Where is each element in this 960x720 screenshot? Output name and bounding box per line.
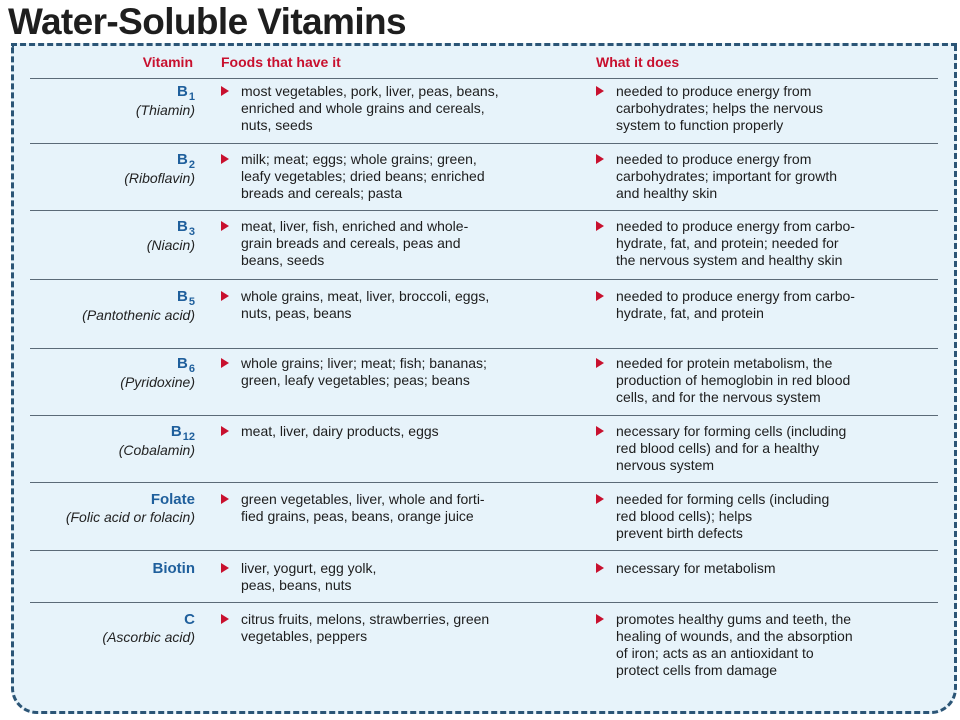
vitamin-name — [124, 151, 195, 170]
foods-cell: meat, liver, fish, enriched and whole- grain breads and cereals, peas and beans, seeds — [241, 218, 469, 268]
triangle-bullet-icon — [221, 614, 229, 624]
function-cell: needed to produce energy from carbohydrates; helps the nervous system to function properly — [616, 83, 824, 133]
vitamin-alt-name: (Niacin) — [146, 237, 195, 253]
vitamin-letter: B — [177, 218, 188, 235]
foods-cell: milk; meat; eggs; whole grains; green, leafy vegetables; dried beans; enriched breads and cereals; pasta — [241, 151, 485, 201]
foods-cell: most vegetables, pork, liver, peas, beans, enriched and whole grains and cereals, nuts, seeds — [241, 83, 499, 133]
vitamin-name — [102, 611, 195, 629]
vitamin-name — [66, 491, 195, 509]
foods-cell: green vegetables, liver, whole and forti- fied grains, peas, beans, orange juice — [241, 491, 485, 524]
function-cell: needed for forming cells (including red blood cells); helps prevent birth defects — [616, 491, 830, 541]
vitamin-name — [147, 218, 195, 237]
vitamin-alt-name: (Ascorbic acid) — [102, 629, 195, 645]
function-cell: necessary for metabolism — [616, 560, 776, 576]
vitamin-letter: B — [177, 151, 188, 168]
triangle-bullet-icon — [221, 86, 229, 96]
table-header — [0, 54, 960, 74]
foods-cell: citrus fruits, melons, strawberries, green vegetables, peppers — [241, 611, 490, 644]
header-foods: Foods that have it — [221, 54, 341, 70]
foods-cell: meat, liver, dairy products, eggs — [241, 423, 439, 439]
row-divider — [30, 279, 938, 280]
triangle-bullet-icon — [596, 563, 604, 573]
vitamin-letter: B — [177, 288, 188, 305]
vitamin-cell — [119, 423, 195, 458]
triangle-bullet-icon — [221, 563, 229, 573]
function-cell: needed to produce energy from carbo- hydrate, fat, and protein — [616, 288, 855, 321]
vitamin-letter: B — [177, 83, 188, 100]
vitamin-alt-name: (Pantothenic acid) — [82, 307, 195, 323]
vitamin-cell — [120, 355, 195, 390]
row-divider — [30, 348, 938, 349]
row-divider — [30, 482, 938, 483]
row-divider — [30, 415, 938, 416]
vitamin-cell — [153, 560, 196, 578]
triangle-bullet-icon — [221, 494, 229, 504]
vitamin-name — [136, 83, 195, 102]
vitamin-alt-name: (Thiamin) — [135, 102, 195, 118]
triangle-bullet-icon — [596, 494, 604, 504]
triangle-bullet-icon — [221, 154, 229, 164]
vitamin-name — [119, 423, 195, 442]
row-divider — [30, 550, 938, 551]
vitamin-subscript: 12 — [182, 431, 195, 443]
row-divider — [30, 78, 938, 79]
page-title: Water-Soluble Vitamins — [8, 1, 406, 42]
vitamin-name — [120, 355, 195, 374]
vitamin-letter: B — [177, 355, 188, 372]
vitamin-cell — [82, 288, 195, 323]
vitamin-alt-name: (Pyridoxine) — [120, 374, 195, 390]
vitamin-alt-name: (Riboflavin) — [124, 170, 195, 186]
vitamin-cell — [147, 218, 195, 253]
vitamin-cell — [66, 491, 195, 525]
vitamin-subscript: 5 — [188, 296, 195, 308]
foods-cell: liver, yogurt, egg yolk, peas, beans, nuts — [241, 560, 377, 593]
row-divider — [30, 143, 938, 144]
triangle-bullet-icon — [221, 291, 229, 301]
vitamin-letter: B — [170, 423, 182, 440]
row-divider — [30, 602, 938, 603]
vitamin-alt-name: (Folic acid or folacin) — [65, 509, 195, 525]
vitamin-subscript: 1 — [188, 91, 195, 103]
header-vitamin: Vitamin — [142, 54, 193, 70]
vitamin-alt-name: (Cobalamin) — [118, 442, 195, 458]
triangle-bullet-icon — [596, 221, 604, 231]
triangle-bullet-icon — [596, 426, 604, 436]
function-cell: promotes healthy gums and teeth, the healing of wounds, and the absorption of iron; acts as an antioxidant to protect cells from damage — [616, 611, 853, 678]
vitamin-letter: Biotin — [152, 560, 195, 577]
function-cell: needed to produce energy from carbo- hydrate, fat, and protein; needed for the nervous system and healthy skin — [616, 218, 855, 268]
triangle-bullet-icon — [596, 154, 604, 164]
vitamin-subscript: 3 — [188, 226, 195, 238]
triangle-bullet-icon — [221, 426, 229, 436]
vitamin-cell — [102, 611, 195, 645]
triangle-bullet-icon — [221, 358, 229, 368]
foods-cell: whole grains; liver; meat; fish; bananas; green, leafy vegetables; peas; beans — [241, 355, 487, 388]
function-cell: necessary for forming cells (including red blood cells) and for a healthy nervous system — [616, 423, 847, 473]
vitamin-cell — [136, 83, 195, 118]
function-cell: needed to produce energy from carbohydrates; important for growth and healthy skin — [616, 151, 837, 201]
vitamin-subscript: 6 — [188, 363, 195, 375]
vitamin-name — [153, 560, 196, 578]
foods-cell: whole grains, meat, liver, broccoli, eggs, nuts, peas, beans — [241, 288, 490, 321]
vitamin-cell — [124, 151, 195, 186]
triangle-bullet-icon — [596, 291, 604, 301]
header-what-it-does: What it does — [596, 54, 680, 70]
triangle-bullet-icon — [596, 358, 604, 368]
triangle-bullet-icon — [221, 221, 229, 231]
row-divider — [30, 210, 938, 211]
triangle-bullet-icon — [596, 614, 604, 624]
vitamin-subscript: 2 — [188, 159, 195, 171]
vitamin-letter: Folate — [150, 491, 195, 508]
vitamin-name — [82, 288, 195, 307]
function-cell: needed for protein metabolism, the production of hemoglobin in red blood cells, and for the nervous system — [616, 355, 851, 405]
vitamin-letter: C — [184, 611, 195, 628]
triangle-bullet-icon — [596, 86, 604, 96]
